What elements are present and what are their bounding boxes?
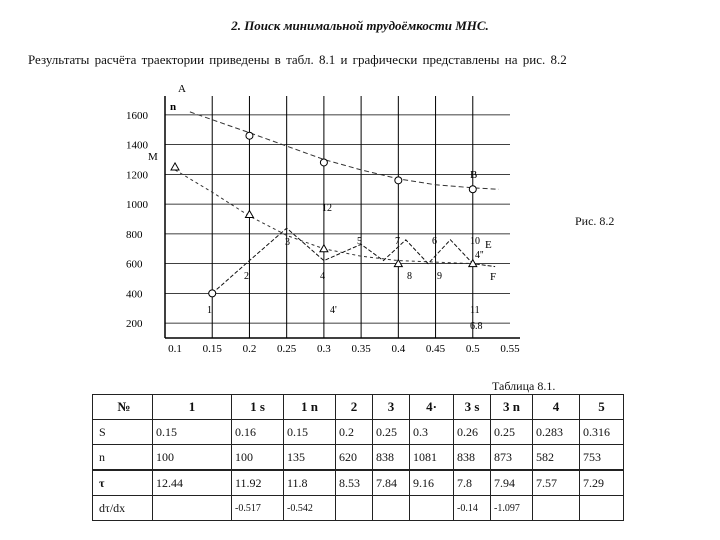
circle-marker — [209, 290, 216, 297]
intro-text: Результаты расчёта траектории приведены в табл. 8.1 и графически представлены на рис. 8.2 — [28, 52, 567, 67]
results-table — [92, 394, 624, 521]
circle-marker — [246, 132, 253, 139]
table-cell — [533, 496, 580, 521]
point-labels — [148, 83, 496, 332]
curve-label: A — [178, 83, 186, 95]
table-cell: 9.16 — [410, 470, 454, 496]
table-cell — [580, 496, 624, 521]
header-cell: 2 — [336, 395, 373, 420]
point-label: 12 — [322, 203, 332, 214]
page-title: 2. Поиск минимальной трудоёмкости МНС. — [231, 18, 489, 33]
curves — [175, 112, 499, 294]
point-label: 11 — [470, 305, 480, 316]
point-label: 4'' — [475, 250, 484, 261]
curve-label: M — [148, 151, 158, 163]
point-label: 2 — [244, 271, 249, 282]
curve-label: B — [470, 169, 478, 181]
table-cell — [153, 496, 232, 521]
table-cell: 7.29 — [580, 470, 624, 496]
table-cell: 7.94 — [491, 470, 533, 496]
y-tick-label: 800 — [126, 228, 143, 241]
header-cell: 5 — [580, 395, 624, 420]
circle-marker — [320, 159, 327, 166]
series-a-line — [190, 112, 499, 189]
y-tick-label: 1000 — [126, 199, 148, 212]
row-header: τ — [93, 470, 153, 496]
point-label: 3 — [285, 237, 290, 248]
table-cell: -0.517 — [232, 496, 284, 521]
header-cell: № — [93, 395, 153, 420]
x-tick-label: 0.55 — [500, 343, 520, 355]
header-cell: 3 — [373, 395, 410, 420]
table-cell: 7.8 — [454, 470, 491, 496]
header-cell: 3 s — [454, 395, 491, 420]
x-tick-label: 0.35 — [351, 343, 371, 355]
curve-label: F — [490, 271, 497, 283]
y-tick-label: 600 — [126, 258, 143, 271]
header-cell: 4 — [533, 395, 580, 420]
row-header: n — [93, 445, 153, 471]
table-cell: 1081 — [410, 445, 454, 471]
circle-marker — [469, 186, 476, 193]
y-tick-label: 200 — [126, 318, 143, 331]
x-tick-label: 0.45 — [425, 343, 446, 355]
table-cell: -1.097 — [491, 496, 533, 521]
table-cell: -0.14 — [454, 496, 491, 521]
table-cell: 0.15 — [284, 420, 336, 445]
point-label: 6 — [432, 236, 437, 247]
point-label: 9 — [437, 271, 442, 282]
table-cell: -0.542 — [284, 496, 336, 521]
table-row — [93, 496, 624, 521]
table-cell — [336, 496, 373, 521]
x-tick-label: 0.5 — [465, 343, 480, 355]
y-tick-label: 400 — [126, 288, 143, 301]
header-cell: 4· — [410, 395, 454, 420]
table-row — [93, 470, 624, 496]
table-cell: 7.84 — [373, 470, 410, 496]
table-cell: 753 — [580, 445, 624, 471]
x-tick-label: 0.15 — [202, 343, 222, 355]
header-cell: 3 n — [491, 395, 533, 420]
grid — [165, 96, 510, 338]
point-label: 8 — [407, 271, 412, 282]
table-cell: 8.53 — [336, 470, 373, 496]
y-axis-unit: n — [170, 101, 177, 113]
point-label: 1 — [207, 305, 212, 316]
table-cell: 0.25 — [373, 420, 410, 445]
y-tick-label: 1200 — [126, 169, 148, 182]
table-cell: 620 — [336, 445, 373, 471]
point-label: 4 — [320, 271, 325, 282]
x-tick-label: 0.1 — [168, 343, 182, 355]
table-cell: 0.26 — [454, 420, 491, 445]
tick-labels — [126, 101, 520, 355]
y-tick-label: 1400 — [126, 139, 148, 152]
table-cell — [410, 496, 454, 521]
row-header: S — [93, 420, 153, 445]
x-tick-label: 0.3 — [317, 343, 331, 355]
table-cell: 12.44 — [153, 470, 232, 496]
table-cell — [373, 496, 410, 521]
figure-caption: Рис. 8.2 — [575, 214, 615, 228]
table-cell: 135 — [284, 445, 336, 471]
table-cell: 7.57 — [533, 470, 580, 496]
header-cell: 1 n — [284, 395, 336, 420]
x-tick-label: 0.25 — [277, 343, 297, 355]
table-cell: 0.25 — [491, 420, 533, 445]
header-cell: 1 — [153, 395, 232, 420]
table-cell: 0.16 — [232, 420, 284, 445]
table-caption: Таблица 8.1. — [492, 379, 556, 393]
table-cell: 0.2 — [336, 420, 373, 445]
table-cell: 100 — [232, 445, 284, 471]
table-cell: 0.15 — [153, 420, 232, 445]
header-cell: 1 s — [232, 395, 284, 420]
circle-marker — [395, 177, 402, 184]
table-row — [93, 445, 624, 471]
table-row — [93, 420, 624, 445]
curve-label: E — [485, 239, 492, 251]
point-label: 10 — [470, 236, 480, 247]
triangle-marker — [320, 245, 328, 252]
table-cell: 873 — [491, 445, 533, 471]
point-label: 5 — [357, 236, 362, 247]
point-label: 4' — [330, 305, 337, 316]
table-header-row — [93, 395, 624, 420]
table-cell: 100 — [153, 445, 232, 471]
table-cell: 838 — [373, 445, 410, 471]
point-label: 7 — [395, 236, 400, 247]
table-cell: 0.316 — [580, 420, 624, 445]
table-cell: 838 — [454, 445, 491, 471]
table-cell: 11.8 — [284, 470, 336, 496]
x-tick-label: 0.4 — [391, 343, 406, 355]
table-cell: 582 — [533, 445, 580, 471]
table-cell: 11.92 — [232, 470, 284, 496]
row-header: dτ/dx — [93, 496, 153, 521]
y-tick-label: 1600 — [126, 109, 148, 122]
point-label: 6.8 — [470, 321, 483, 332]
table-cell: 0.3 — [410, 420, 454, 445]
table-cell: 0.283 — [533, 420, 580, 445]
series-trajectory-line — [212, 228, 495, 293]
x-tick-label: 0.2 — [242, 343, 257, 355]
triangle-marker — [171, 163, 179, 170]
